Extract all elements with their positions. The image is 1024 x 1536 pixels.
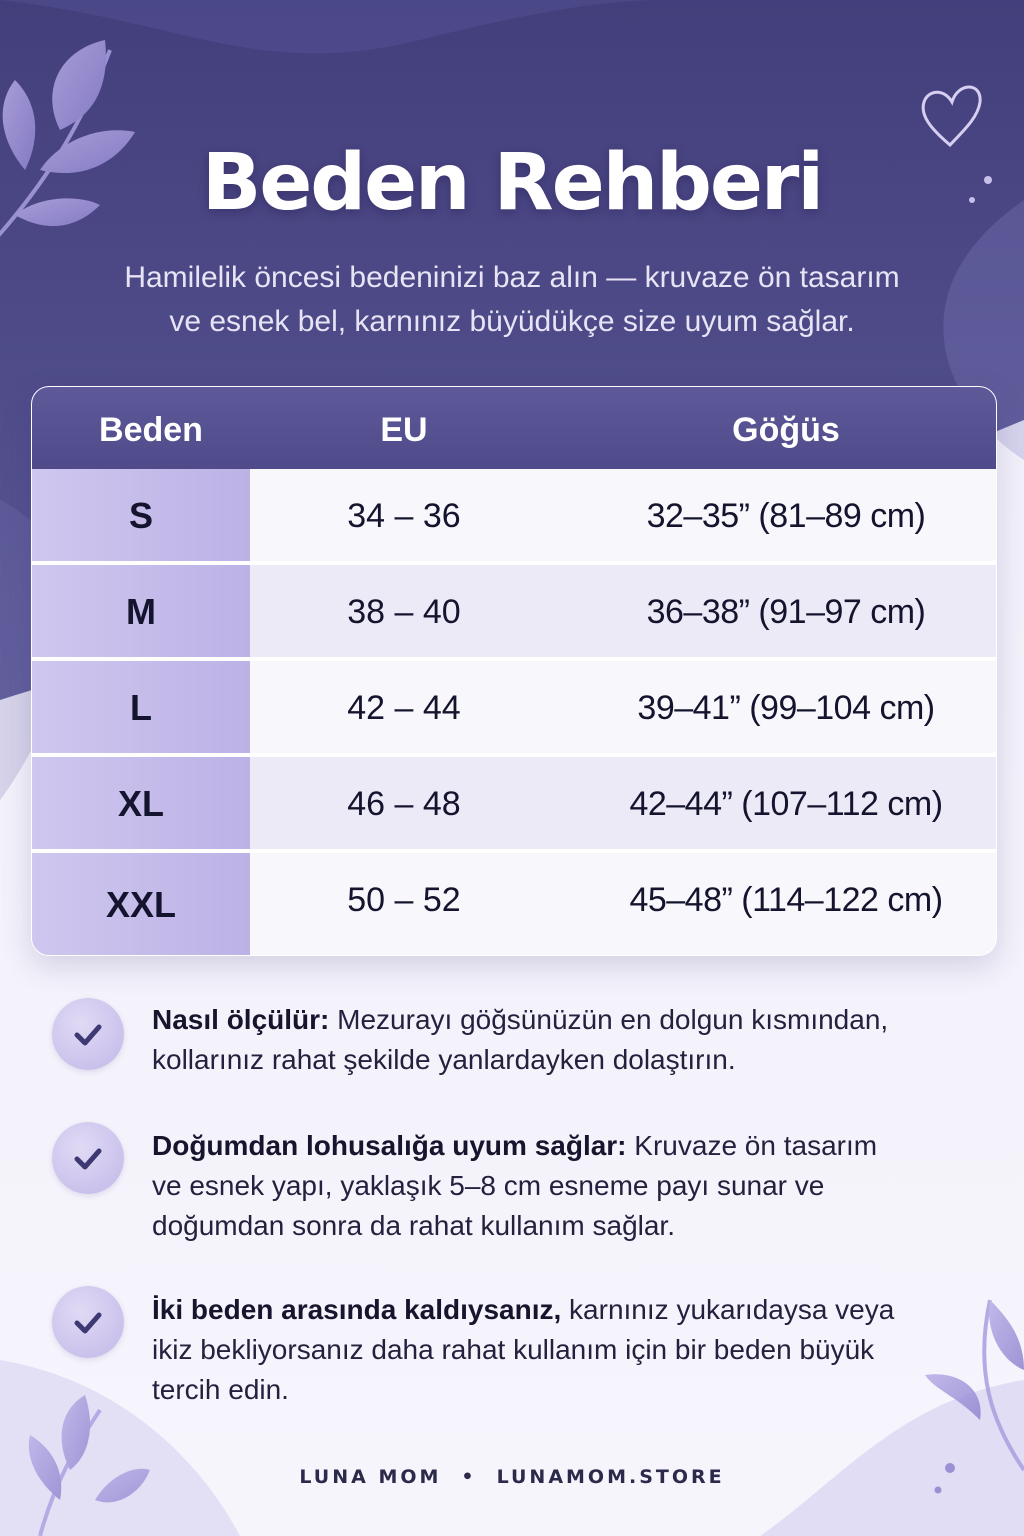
note-line: Kruvaze ön tasarım (626, 1130, 878, 1161)
note-line: tercih edin. (152, 1374, 289, 1405)
eu-cell: 50 – 52 (347, 881, 461, 919)
note-item (52, 1122, 952, 1252)
table-row (32, 469, 996, 561)
note-line: ikiz bekliyorsanız daha rahat kullanım için bir beden büyük (152, 1334, 875, 1365)
eu-cell: 34 – 36 (347, 497, 461, 535)
column-header-eu: EU (380, 411, 428, 449)
table-row (32, 565, 996, 657)
column-header-size: Beden (99, 411, 203, 449)
note-title: Doğumdan lohusalığa uyum sağlar: (152, 1130, 627, 1161)
eu-cell: 42 – 44 (347, 689, 461, 727)
check-icon (52, 998, 124, 1070)
page-title: Beden Rehberi (201, 138, 823, 228)
note-line: doğumdan sonra da rahat kullanım sağlar. (152, 1210, 675, 1241)
size-cell: M (32, 565, 250, 657)
note-text (152, 1126, 952, 1246)
eu-cell: 46 – 48 (347, 785, 461, 823)
eu-cell: 38 – 40 (347, 593, 461, 631)
table-header (32, 387, 996, 469)
size-cell: XXL (32, 853, 250, 955)
size-cell: S (32, 469, 250, 561)
size-table (31, 386, 997, 956)
note-line: kollarınız rahat şekilde yanlardayken dolaştırın. (152, 1044, 736, 1075)
table-row (32, 757, 996, 849)
footer (0, 1466, 1024, 1488)
footer-separator: • (461, 1466, 477, 1488)
note-title: Nasıl ölçülür: (152, 1004, 330, 1035)
page-subtitle (70, 256, 954, 344)
note-line: karnınız yukarıdaysa veya (561, 1294, 895, 1325)
size-cell: L (32, 661, 250, 753)
chest-cell: 45–48” (114–122 cm) (629, 881, 943, 919)
check-icon (52, 1122, 124, 1194)
subtitle-line: ve esnek bel, karnınız büyüdükçe size uyum sağlar. (169, 305, 855, 338)
table-row (32, 661, 996, 753)
note-text (152, 1000, 952, 1080)
note-line: Mezurayı göğsünüzün en dolgun kısmından, (329, 1004, 889, 1035)
chest-cell: 39–41” (99–104 cm) (637, 689, 935, 727)
chest-cell: 36–38” (91–97 cm) (646, 593, 926, 631)
column-header-chest: Göğüs (732, 411, 840, 449)
note-line: ve esnek yapı, yaklaşık 5–8 cm esneme payı sunar ve (152, 1170, 825, 1201)
footer-site-link[interactable]: LUNAMOM.STORE (496, 1466, 725, 1488)
table-row (32, 853, 996, 955)
chest-cell: 32–35” (81–89 cm) (646, 497, 926, 535)
footer-brand: LUNA MOM (299, 1466, 442, 1488)
note-text (152, 1290, 952, 1410)
subtitle-line: Hamilelik öncesi bedeninizi baz alın — kruvaze ön tasarım (124, 261, 900, 294)
note-title: İki beden arasında kaldıysanız, (152, 1294, 562, 1325)
chest-cell: 42–44” (107–112 cm) (629, 785, 943, 823)
note-item (52, 1286, 952, 1416)
check-icon (52, 1286, 124, 1358)
size-cell: XL (32, 757, 250, 849)
note-item (52, 998, 952, 1088)
